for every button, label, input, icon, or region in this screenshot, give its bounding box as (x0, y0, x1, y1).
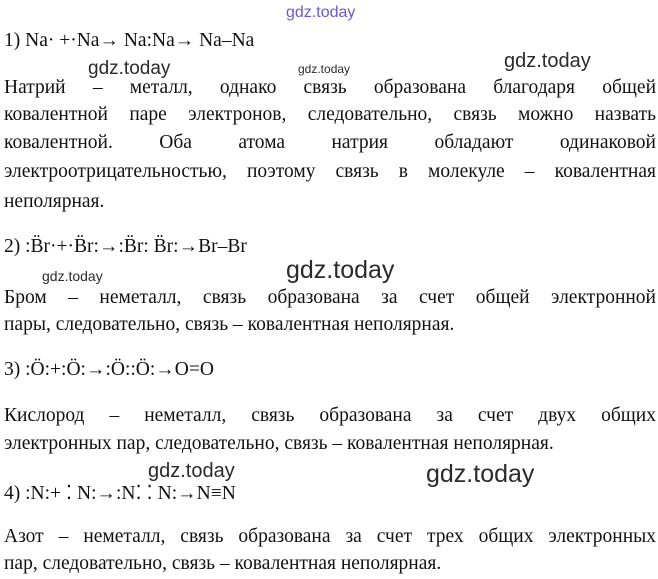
paragraph-line: пары, следовательно, связь – ковалентная неполярная. (4, 314, 455, 335)
equation-3: 3) :Ö:+:Ö:→:Ö::Ö:→O=O (4, 359, 214, 380)
watermark: gdz.today (42, 268, 103, 284)
paragraph-line: неполярная. (4, 191, 105, 212)
paragraph-line: пар, следовательно, связь – ковалентная неполярная. (4, 553, 442, 574)
watermark: gdz.today (286, 4, 356, 21)
watermark: gdz.today (298, 62, 351, 76)
paragraph-line: Бром – неметалл, связь образована за счет общей электронной (4, 287, 656, 308)
watermark: gdz.today (426, 460, 535, 488)
paragraph-line: ковалентной. Оба атома натрия обладают одинаковой (4, 132, 656, 153)
paragraph-line: электроотрицательностью, поэтому связь в молекуле – ковалентная (4, 161, 656, 182)
paragraph-line: электронных пар, следовательно, связь – ковалентная неполярная. (4, 433, 554, 454)
paragraph-line: Натрий – металл, однако связь образована благодаря общей (4, 77, 656, 98)
equation-2: 2) :B̈r·+·B̈r:→:B̈r: B̈r:→Br–Br (4, 236, 247, 257)
equation-1: 1) Na· +·Na→ Na:Na→ Na–Na (4, 30, 255, 51)
paragraph-line: Азот – неметалл, связь образована за счет трех общих электронных (4, 526, 656, 547)
watermark: gdz.today (504, 50, 591, 72)
watermark: gdz.today (148, 460, 235, 482)
watermark: gdz.today (88, 58, 171, 79)
equation-4: 4) :N:+ ⁚ N:→:N⁚ ⁚ N:→N≡N (4, 483, 236, 504)
paragraph-line: Кислород – неметалл, связь образована за счет двух общих (4, 405, 656, 426)
watermark: gdz.today (286, 256, 395, 284)
paragraph-line: ковалентной паре электронов, следовательно, связь можно назвать (4, 104, 656, 125)
